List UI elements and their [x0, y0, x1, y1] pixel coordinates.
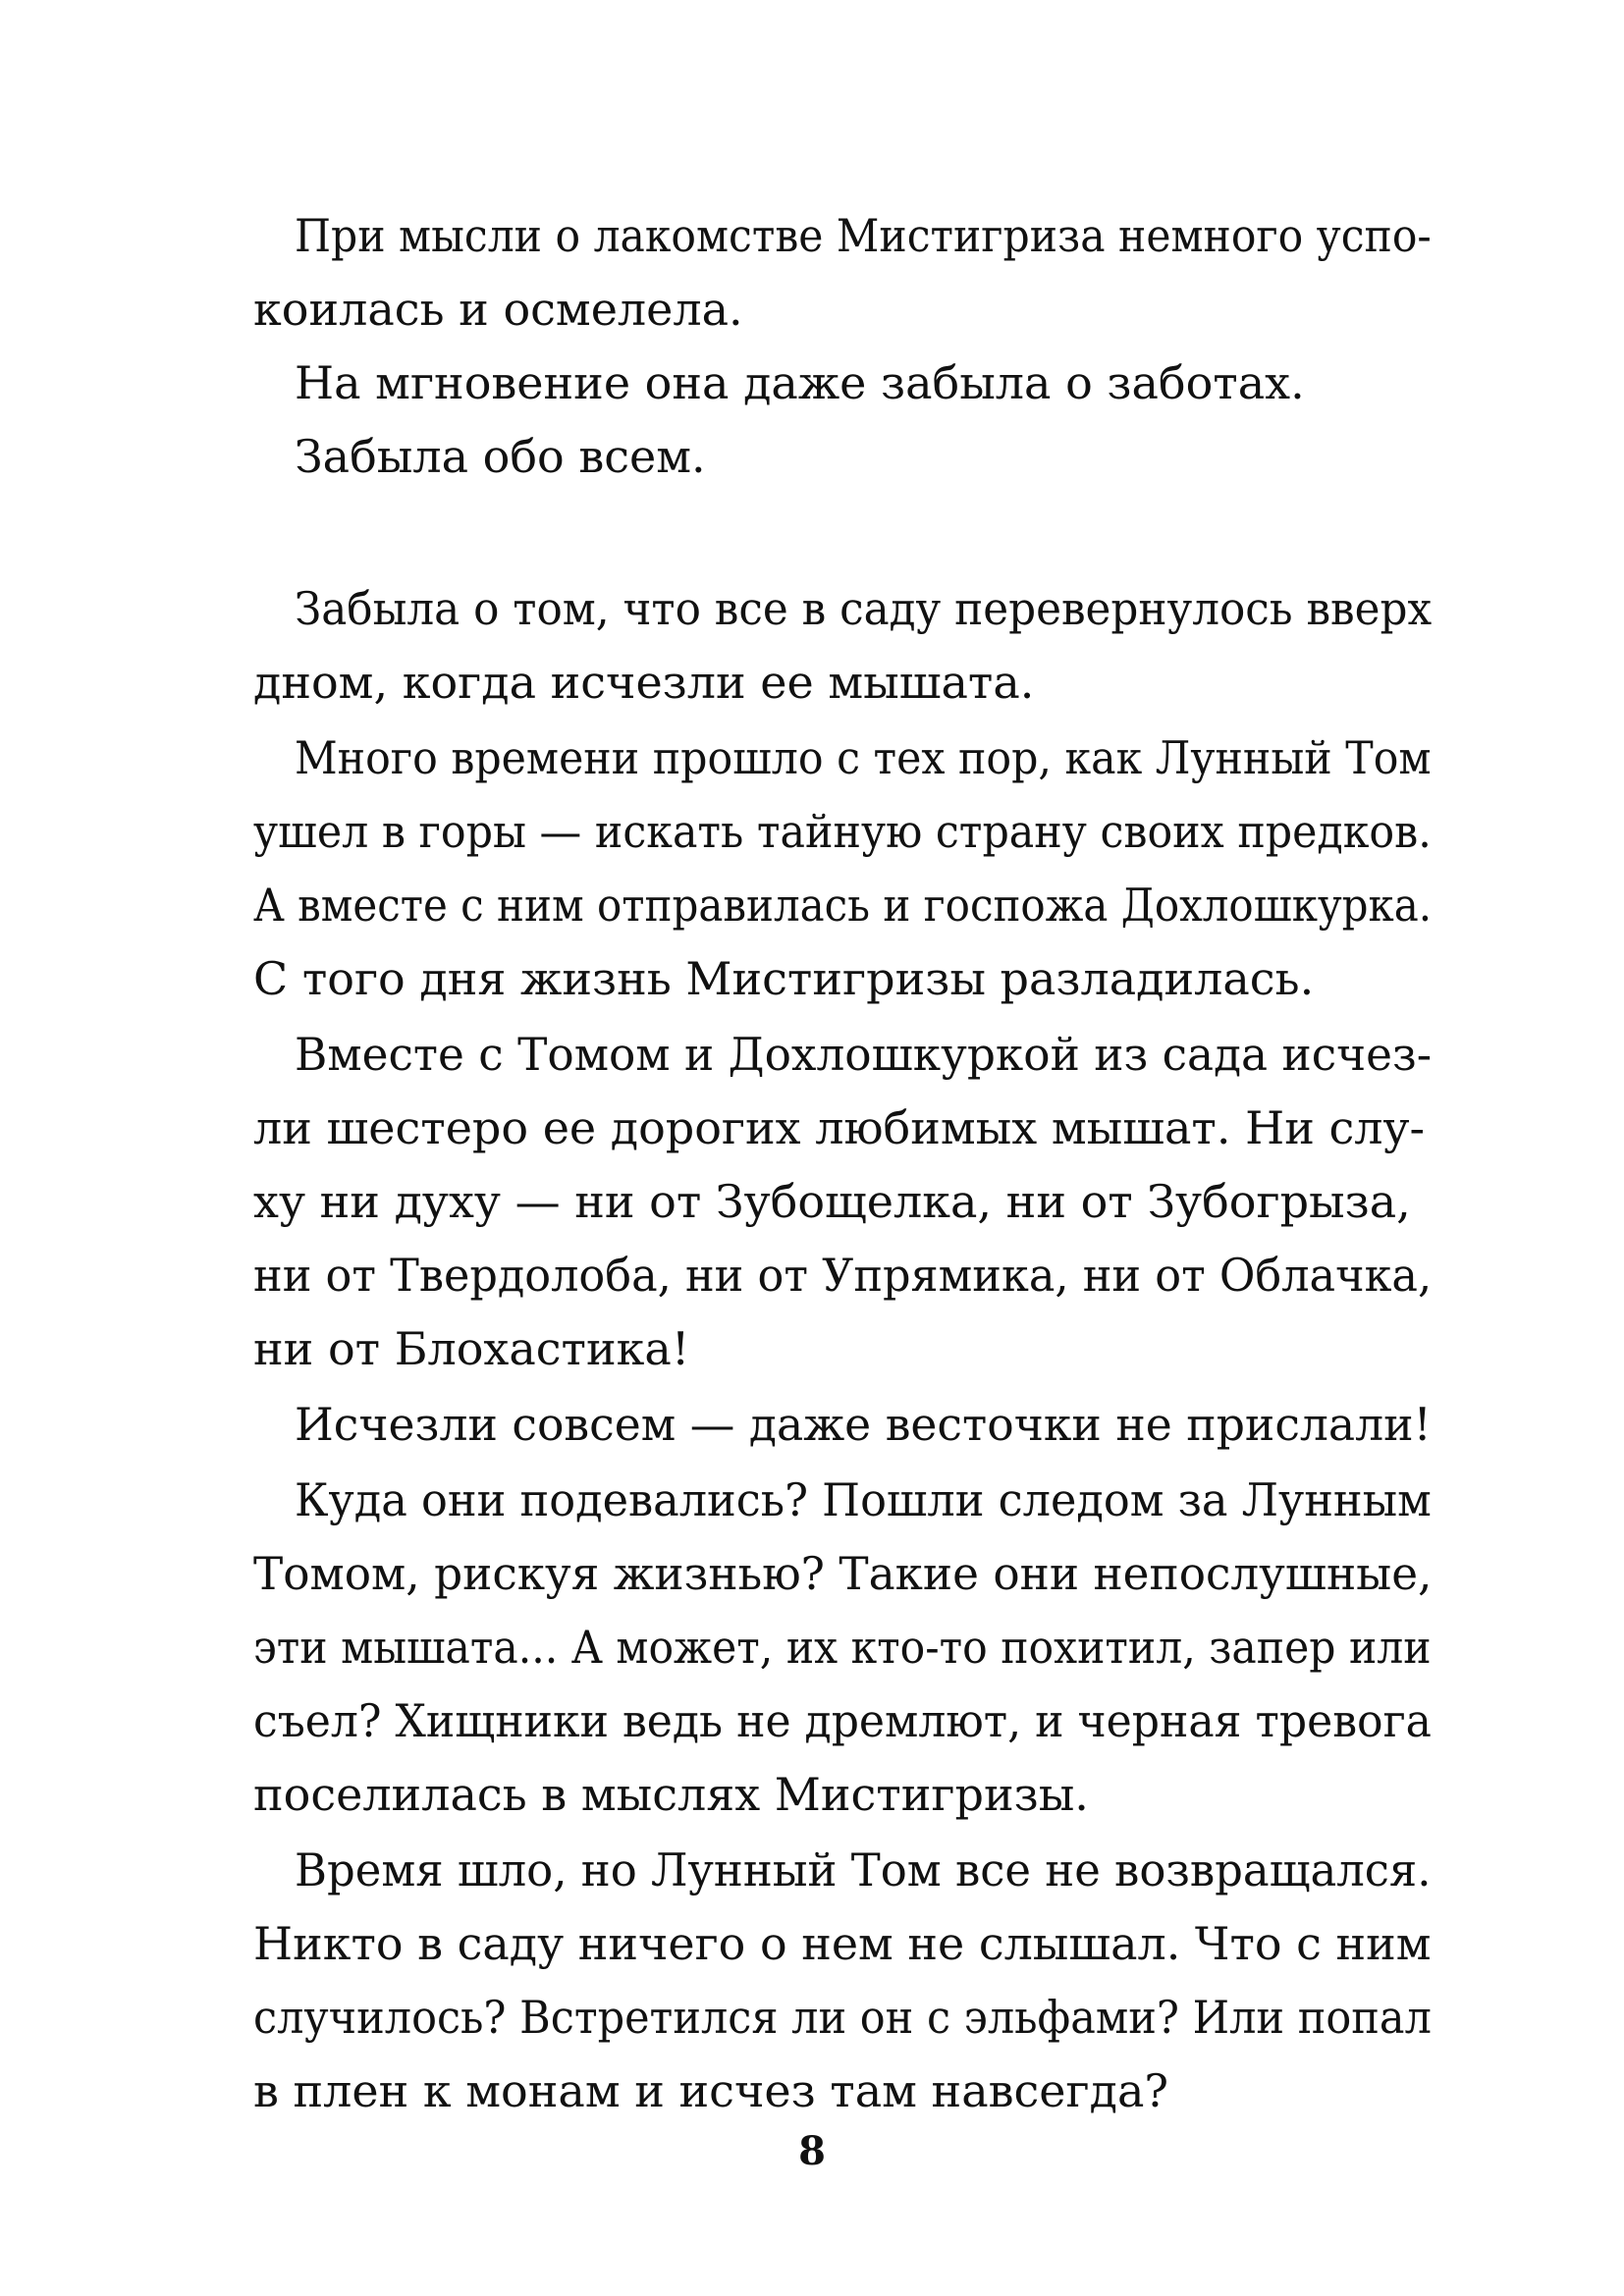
text-line: Забыла обо всем. — [295, 430, 706, 483]
text-line: Время шло, но Лунный Том все не возвращался. — [295, 1843, 1432, 1896]
page-number: 8 — [798, 2128, 826, 2174]
text-line: ли шестеро ее дорогих любимых мышат. Ни слу- — [253, 1101, 1426, 1154]
text-line: коилась и осмелела. — [253, 283, 743, 336]
text-line: Куда они подевались? Пошли следом за Лунным — [295, 1473, 1432, 1526]
text-line: Много времени прошло с тех пор, как Лунный Том — [295, 731, 1432, 784]
text-line: С того дня жизнь Мистигризы разладилась. — [253, 952, 1315, 1005]
text-line: случилось? Встретился ли он с эльфами? Или попал — [253, 1991, 1432, 2044]
text-line: эти мышата... А может, их кто-то похитил, запер или — [253, 1621, 1432, 1674]
text-line: съел? Хищники ведь не дремлют, и черная тревога — [253, 1694, 1432, 1747]
text-line: в плен к монам и исчез там навсегда? — [253, 2064, 1169, 2117]
text-line: ху ни духу — ни от Зубощелка, ни от Зубогрыза, — [253, 1175, 1411, 1228]
text-line: Забыла о том, что все в саду перевернулось вверх — [295, 582, 1433, 635]
text-line: ни от Блохастика! — [253, 1322, 690, 1375]
text-line: А вместе с ним отправилась и госпожа Дохлошкурка. — [253, 879, 1433, 932]
text-line: дном, когда исчезли ее мышата. — [253, 656, 1035, 709]
text-line: ни от Твердолоба, ни от Упрямика, ни от Облачка, — [253, 1249, 1433, 1302]
text-line: Вместе с Томом и Дохлошкуркой из сада исчез- — [295, 1028, 1433, 1081]
text-line: ушел в горы — искать тайную страну своих предков. — [253, 805, 1432, 858]
text-line: Исчезли совсем — даже весточки не прислали! — [295, 1398, 1432, 1451]
text-line: Томом, рискуя жизнью? Такие они непослушные, — [253, 1547, 1433, 1600]
text-line: поселилась в мыслях Мистигризы. — [253, 1768, 1089, 1821]
text-line: Никто в саду ничего о нем не слышал. Что с ним — [253, 1917, 1432, 1970]
text-line: На мгновение она даже забыла о заботах. — [295, 356, 1305, 409]
text-line: При мысли о лакомстве Мистигриза немного успо- — [295, 209, 1432, 262]
